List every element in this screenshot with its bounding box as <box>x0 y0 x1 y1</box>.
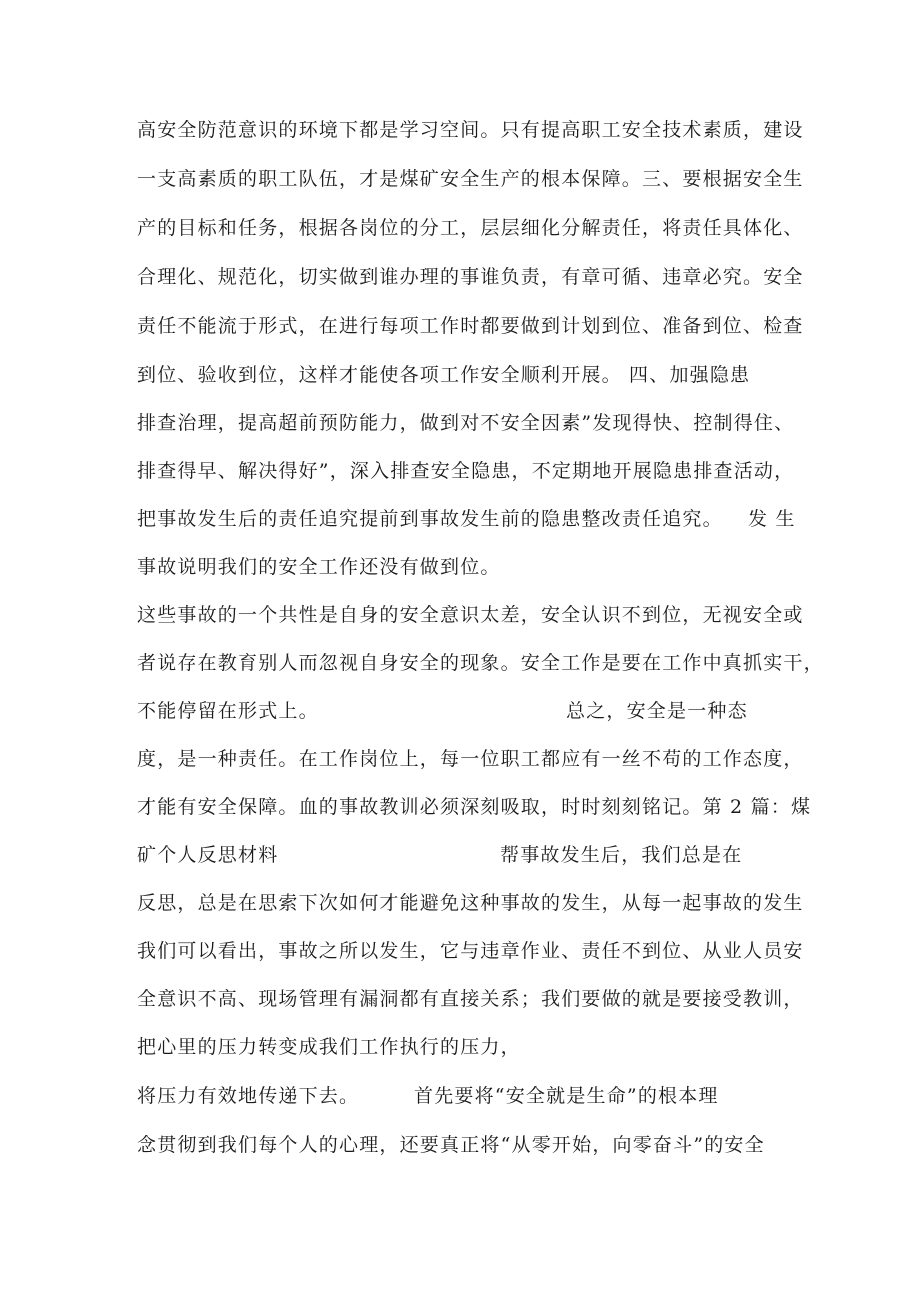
text-line: 排查治理，提高超前预防能力，做到对不安全因素”发现得快、控制得住、 <box>137 412 795 434</box>
text-line: 全意识不高、现场管理有漏洞都有直接关系；我们要做的就是要接受教训， <box>137 988 804 1010</box>
text-line: 者说存在教育别人而忽视自身安全的现象。安全工作是要在工作中真抓实干， <box>137 652 824 674</box>
text-line: 不能停留在形式上。 <box>137 700 319 722</box>
text-line: 反思，总是在思索下次如何才能避免这种事故的发生，从每一起事故的发生 <box>137 892 804 914</box>
text-line: 才能有安全保障。血的事故教训必须深刻吸取，时时刻刻铭记。第 2 篇：煤 <box>137 796 812 818</box>
text-line-fragment: 发 生 <box>748 508 796 530</box>
text-line: 到位、验收到位，这样才能使各项工作安全顺利开展。 四、加强隐患 <box>137 364 751 386</box>
text-line: 度，是一种责任。在工作岗位上，每一位职工都应有一丝不苟的工作态度， <box>137 748 804 770</box>
text-line: 将压力有效地传递下去。 <box>137 1085 360 1107</box>
text-line-fragment: 总之，安全是一种态 <box>566 700 748 722</box>
text-line: 念贯彻到我们每个人的心理，还要真正将“从零开始，向零奋斗”的安全 <box>137 1134 765 1156</box>
text-line: 这些事故的一个共性是自身的安全意识太差，安全认识不到位，无视安全或 <box>137 604 804 626</box>
text-line: 合理化、规范化，切实做到谁办理的事谁负责，有章可循、违章必究。安全 <box>137 266 804 288</box>
text-line-fragment: 首先要将“安全就是生命”的根本理 <box>414 1085 719 1107</box>
text-line-fragment: 帮事故发生后，我们总是在 <box>500 844 743 866</box>
text-line: 责任不能流于形式，在进行每项工作时都要做到计划到位、准备到位、检查 <box>137 315 804 337</box>
text-line: 排查得早、解决得好”，深入排查安全隐患，不定期地开展隐患排查活动， <box>137 460 795 482</box>
text-line: 产的目标和任务，根据各岗位的分工，层层细化分解责任，将责任具体化、 <box>137 217 804 239</box>
text-line: 我们可以看出，事故之所以发生，它与违章作业、责任不到位、从业人员安 <box>137 940 804 962</box>
text-line: 矿个人反思材料 <box>137 844 279 866</box>
text-line: 把事故发生后的责任追究提前到事故发生前的隐患整改责任追究。 <box>137 508 723 530</box>
text-line: 一支高素质的职工队伍，才是煤矿安全生产的根本保障。三、要根据安全生 <box>137 168 804 190</box>
text-line: 事故说明我们的安全工作还没有做到位。 <box>137 556 501 578</box>
text-line: 高安全防范意识的环境下都是学习空间。只有提高职工安全技术素质，建设 <box>137 119 804 141</box>
text-line: 把心里的压力转变成我们工作执行的压力， <box>137 1036 521 1058</box>
